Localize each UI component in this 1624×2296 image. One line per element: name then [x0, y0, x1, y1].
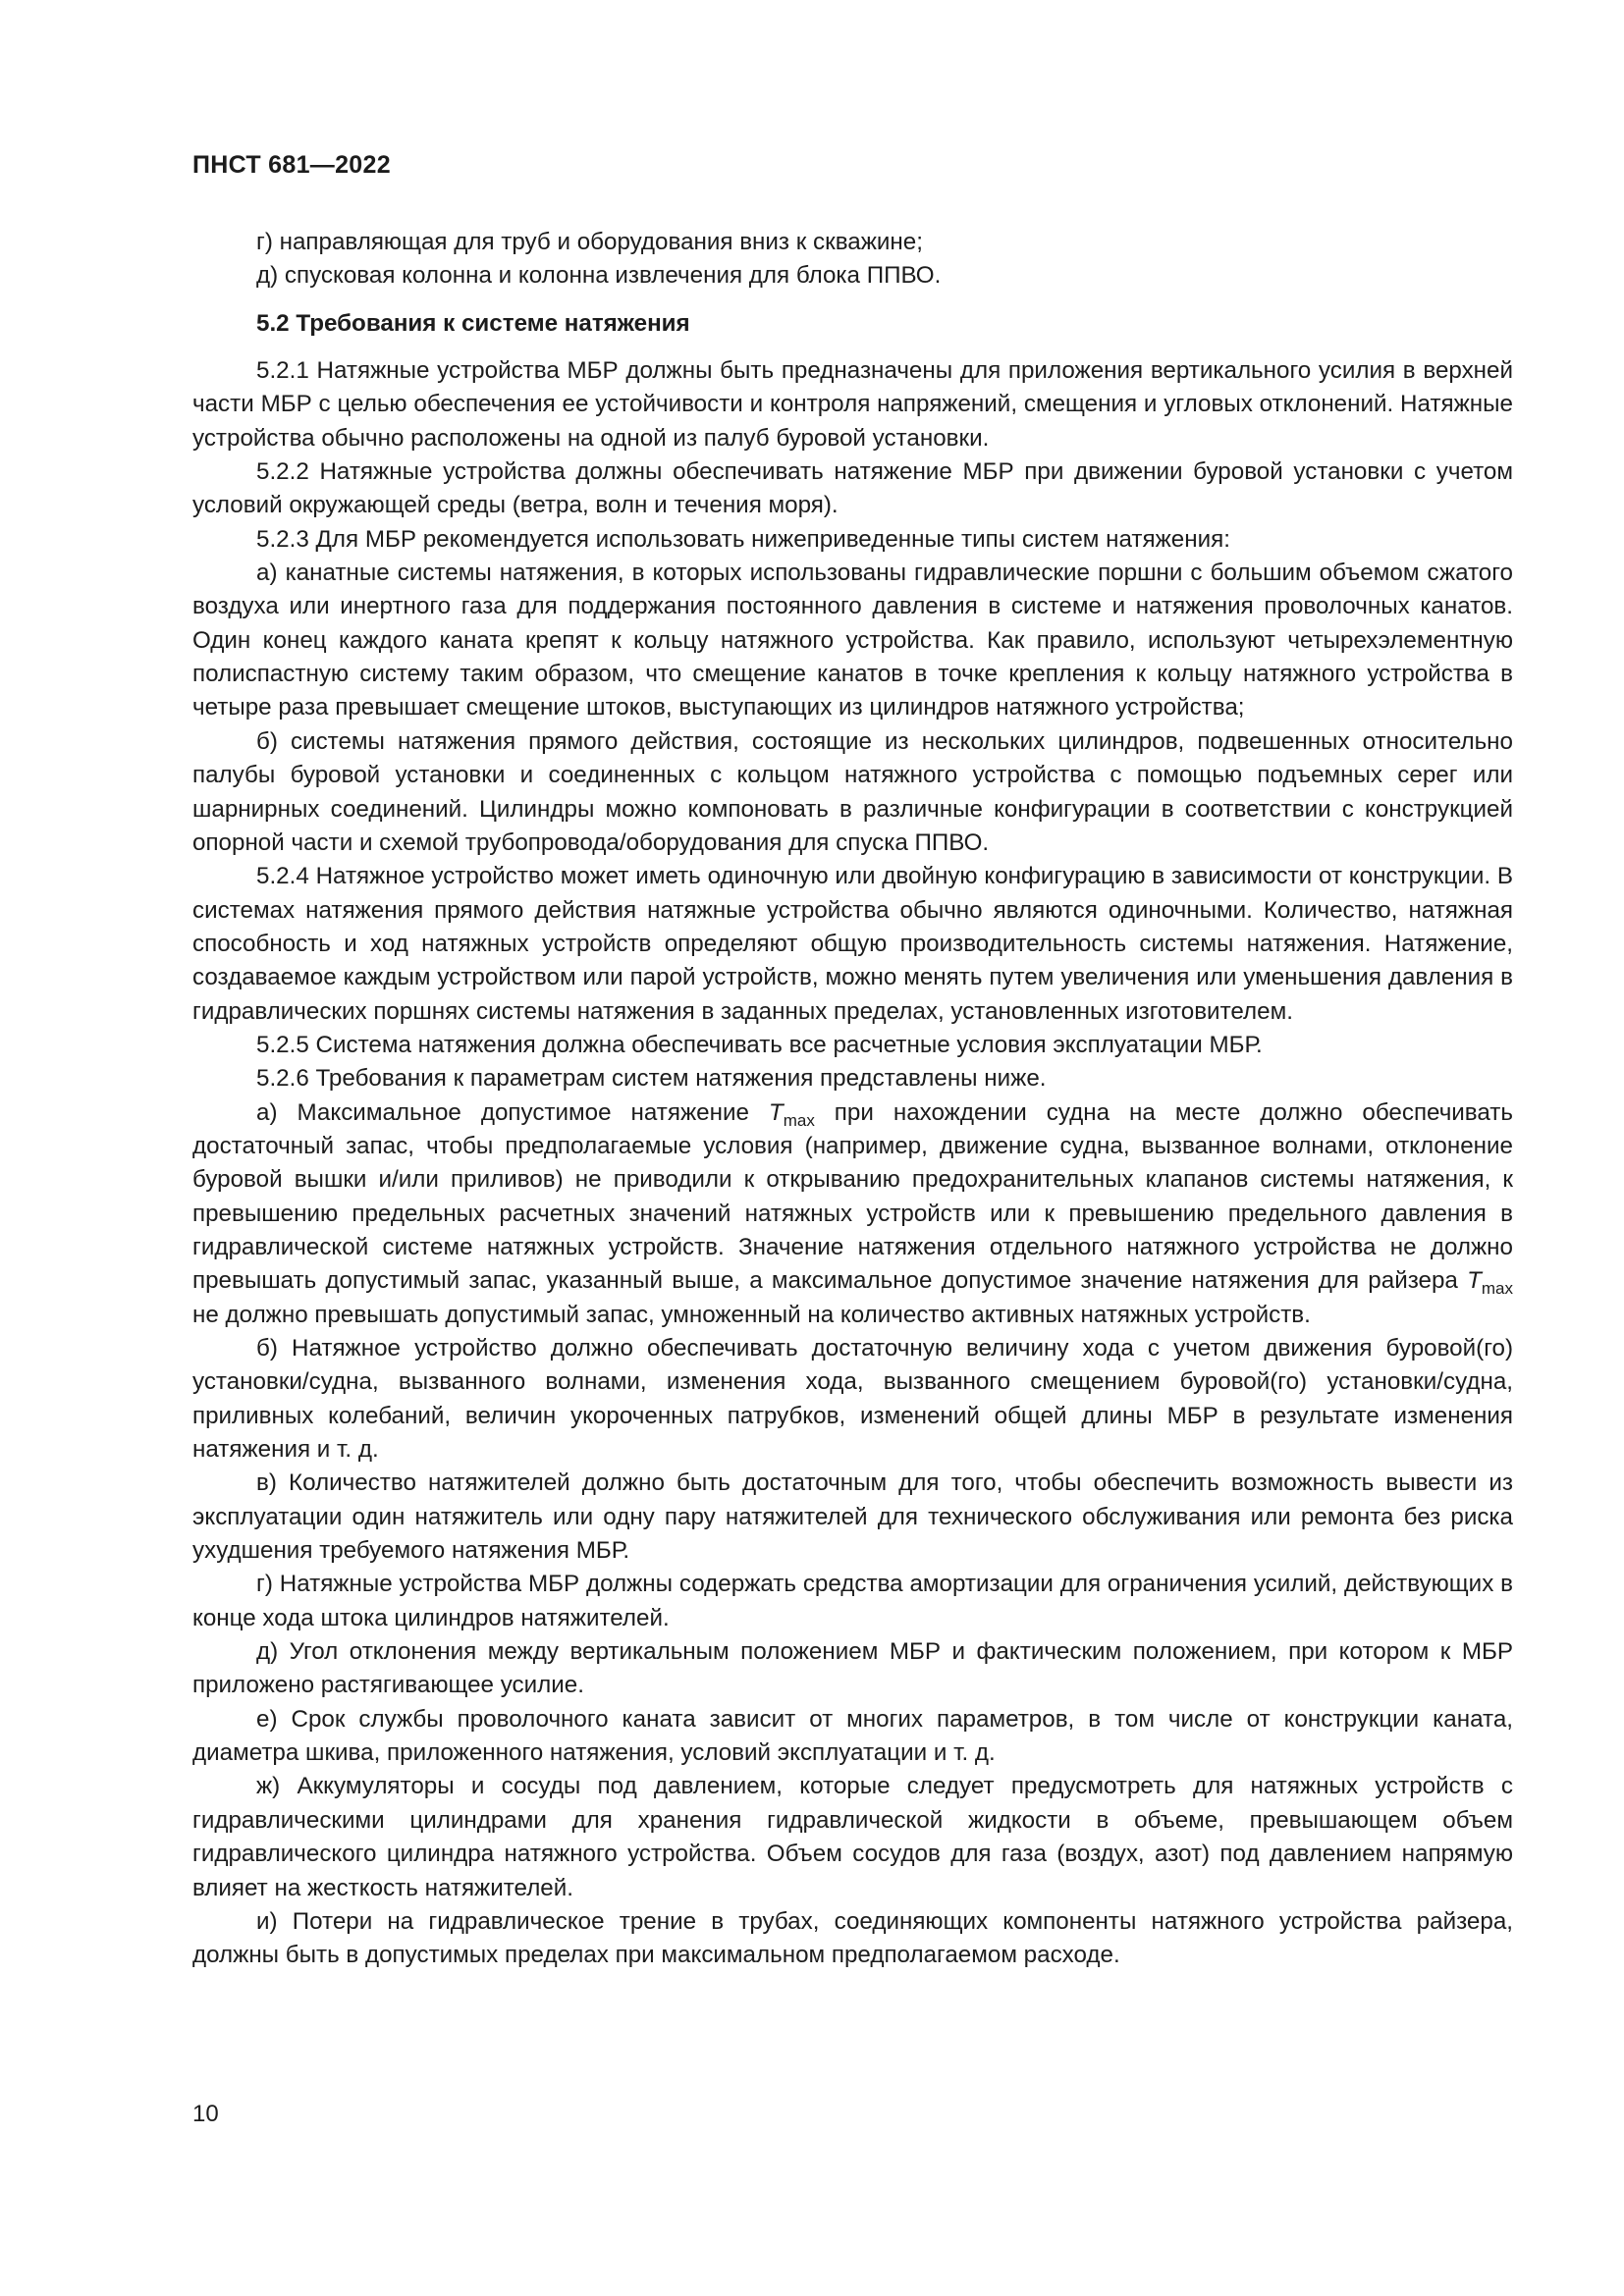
text-fragment: при нахождении судна на месте должно обеспечивать достаточный запас, чтобы предполагаемые условия (например, движение судна, вызванное волнами, отклонение буровой вышки и/или приливов) не приводили к открыванию предохранительных клапанов системы натяжения, к превышению предельных расчетных значений натяжных устройств или к превышению предельного давления в гидравлической системе натяжных устройств. Значение натяжения отдельного натяжного устройства не должно превышать допустимый запас, указанный выше, а максимальное допустимое значение натяжения для райзера — [192, 1098, 1513, 1295]
page-number: 10 — [192, 2101, 219, 2127]
paragraph-5-2-6-v: в) Количество натяжителей должно быть достаточным для того, чтобы обеспечить возможность вывести из эксплуатации один натяжитель или одну пару натяжителей для технического обслуживания или ремонта без риска ухудшения требуемого натяжения МБР. — [192, 1469, 1513, 1565]
paragraph-5-2-1: 5.2.1 Натяжные устройства МБР должны быть предназначены для приложения вертикального усилия в верхней части МБР с целью обеспечения ее устойчивости и контроля напряжений, смещения и угловых отклонений. Натяжные устройства обычно расположены на одной из палуб буровой установки. — [192, 357, 1513, 452]
paragraph-5-2-2: 5.2.2 Натяжные устройства должны обеспечивать натяжение МБР при движении буровой установки с учетом условий окружающей среды (ветра, волн и течения моря). — [192, 458, 1513, 519]
paragraph-5-2-5: 5.2.5 Система натяжения должна обеспечивать все расчетные условия эксплуатации МБР. — [256, 1031, 1263, 1058]
document-code: ПНСТ 681—2022 — [192, 151, 391, 179]
paragraph-5-2-3-a: а) канатные системы натяжения, в которых использованы гидравлические поршни с большим объемом сжатого воздуха или инертного газа для поддержания постоянного давления в системе и натяжения проволочных канатов. Один конец каждого каната крепят к кольцу натяжного устройства. Как правило, используют четырехэлементную полиспастную систему таким образом, что смещение канатов в точке крепления к кольцу натяжного устройства в четыре раза превышает смещение штоков, выступающих из цилиндров натяжного устройства; — [192, 560, 1513, 721]
document-body — [192, 226, 1513, 1973]
paragraph-5-2-3: 5.2.3 Для МБР рекомендуется использовать нижеприведенные типы систем натяжения: — [256, 525, 1230, 553]
list-item-g: г) направляющая для труб и оборудования вниз к скважине; — [256, 229, 923, 255]
paragraph-5-2-6-e: е) Срок службы проволочного каната зависит от многих параметров, в том числе от конструкции каната, диаметра шкива, приложенного натяжения, условий эксплуатации и т. д. — [192, 1705, 1513, 1767]
section-heading: 5.2 Требования к системе натяжения — [256, 309, 690, 337]
paragraph-5-2-6-g: г) Натяжные устройства МБР должны содержать средства амортизации для ограничения усилий, действующих в конце хода штока цилиндров натяжителей. — [192, 1571, 1513, 1631]
paragraph-5-2-4: 5.2.4 Натяжное устройство может иметь одиночную или двойную конфигурацию в зависимости от конструкции. В системах натяжения прямого действия натяжные устройства обычно являются одиночными. Количество, натяжная способность и ход натяжных устройств определяют общую производительность системы натяжения. Натяжение, создаваемое каждым устройством или парой устройств, можно менять путем увеличения или уменьшения давления в гидравлических поршнях системы натяжения в заданных пределах, установленных изготовителем. — [192, 863, 1513, 1025]
paragraph-5-2-6-a — [192, 1096, 1513, 1332]
tmax-symbol: T — [1467, 1267, 1482, 1295]
paragraph-5-2-6-d: д) Угол отклонения между вертикальным положением МБР и фактическим положением, при котором к МБР приложено растягивающее усилие. — [192, 1638, 1513, 1699]
paragraph-5-2-6: 5.2.6 Требования к параметрам систем натяжения представлены ниже. — [256, 1065, 1047, 1093]
text-fragment: а) Максимальное допустимое натяжение — [256, 1098, 769, 1126]
paragraph-5-2-6-b: б) Натяжное устройство должно обеспечивать достаточную величину хода с учетом движения буровой(го) установки/судна, вызванного волнами, изменения хода, вызванного смещением буровой(го) установки/судна, приливных колебаний, величин укороченных патрубков, изменений общей длины МБР в результате изменения натяжения и т. д. — [192, 1335, 1513, 1464]
paragraph-5-2-6-zh: ж) Аккумуляторы и сосуды под давлением, которые следует предусмотреть для натяжных устройств с гидравлическими цилиндрами для хранения гидравлической жидкости в объеме, превышающем объем гидравлического цилиндра натяжного устройства. Объем сосудов для газа (воздух, азот) под давлением напрямую влияет на жесткость натяжителей. — [192, 1773, 1513, 1901]
text-fragment: не должно превышать допустимый запас, умноженный на количество активных натяжных устройств. — [192, 1301, 1311, 1328]
tmax-subscript: max — [783, 1110, 815, 1130]
paragraph-5-2-3-b: б) системы натяжения прямого действия, состоящие из нескольких цилиндров, подвешенных относительно палубы буровой установки и соединенных с кольцом натяжного устройства с помощью подъемных серег или шарнирных соединений. Цилиндры можно компоновать в различные конфигурации в соответствии с конструкцией опорной части и схемой трубопровода/оборудования для спуска ППВО. — [192, 727, 1513, 856]
paragraph-5-2-6-i: и) Потери на гидравлическое трение в трубах, соединяющих компоненты натяжного устройства райзера, должны быть в допустимых пределах при максимальном предполагаемом расходе. — [192, 1907, 1513, 1969]
tmax-subscript: max — [1481, 1279, 1513, 1299]
list-item-d: д) спусковая колонна и колонна извлечения для блока ППВО. — [256, 262, 942, 290]
tmax-symbol: T — [768, 1098, 784, 1126]
